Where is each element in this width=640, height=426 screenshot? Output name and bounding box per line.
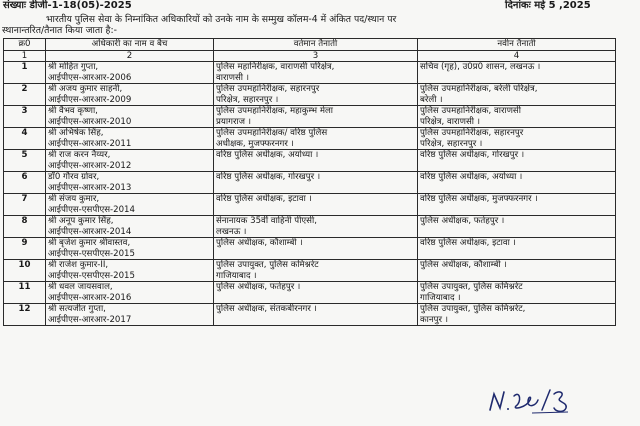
officer-cell bbox=[46, 216, 214, 238]
table-row bbox=[4, 106, 616, 128]
current-posting-cell bbox=[214, 238, 418, 260]
officer-batch: आईपीएस-आरआर-2010 bbox=[48, 116, 132, 127]
serial-number: 6 bbox=[4, 172, 46, 194]
header-officer-name: अधिकारी का नाम व बैच bbox=[46, 39, 214, 51]
current-posting-line: पुलिस उपायुक्त, पुलिस कमिश्नरेट bbox=[216, 260, 319, 270]
signature bbox=[486, 386, 576, 416]
header-current-posting: वर्तमान तैनाती bbox=[214, 39, 418, 51]
current-posting-line: प्रयागराज । bbox=[216, 116, 252, 127]
current-posting-line: वाराणसी । bbox=[216, 72, 249, 83]
column-number: 1 bbox=[4, 50, 46, 62]
new-posting-cell bbox=[418, 304, 616, 326]
new-posting-cell bbox=[418, 62, 616, 84]
current-posting-line: लखनऊ । bbox=[216, 226, 247, 237]
current-posting-cell bbox=[214, 172, 418, 194]
new-posting-line: पुलिस अधीक्षक, फतेहपुर । bbox=[420, 216, 505, 226]
officer-cell bbox=[46, 238, 214, 260]
current-posting-line: पुलिस अधीक्षक, संतकबीरनगर । bbox=[216, 304, 317, 314]
officer-cell bbox=[46, 150, 214, 172]
header-serial: क्र0 bbox=[4, 39, 46, 51]
current-posting-cell bbox=[214, 282, 418, 304]
current-posting-cell bbox=[214, 194, 418, 216]
new-posting-line: वरिष्ठ पुलिस अधीक्षक, इटावा । bbox=[420, 238, 516, 248]
new-posting-cell bbox=[418, 260, 616, 282]
new-posting-cell bbox=[418, 128, 616, 150]
intro-line-1: भारतीय पुलिस सेवा के निम्नांकित अधिकारियों को उनके नाम के सम्मुख कॉलम-4 में अंकित पद/स्थान पर bbox=[46, 14, 397, 25]
table-row bbox=[4, 62, 616, 84]
officer-batch: आईपीएस-आरआर-2014 bbox=[48, 226, 132, 237]
table-row bbox=[4, 150, 616, 172]
new-posting-cell bbox=[418, 282, 616, 304]
serial-number: 2 bbox=[4, 84, 46, 106]
current-posting-cell bbox=[214, 260, 418, 282]
new-posting-line: वरिष्ठ पुलिस अधीक्षक, मुजफ्फरनगर । bbox=[420, 194, 538, 204]
current-posting-line: सेनानायक 35वीं वाहिनी पीएसी, bbox=[216, 216, 317, 226]
current-posting-line: परिक्षेत्र, सहारनपुर । bbox=[216, 94, 279, 105]
table-row bbox=[4, 128, 616, 150]
table-row bbox=[4, 260, 616, 282]
new-posting-line: सचिव (गृह), उ0प्र0 शासन, लखनऊ । bbox=[420, 62, 541, 72]
current-posting-cell bbox=[214, 62, 418, 84]
current-posting-line: अधीक्षक, मुजफ्फरनगर । bbox=[216, 138, 294, 149]
officer-name: श्री राज करन नैय्यर, bbox=[48, 150, 111, 160]
new-posting-line: परिक्षेत्र, सहारनपुर । bbox=[420, 138, 483, 149]
officer-name: श्री अभिषेक सिंह, bbox=[48, 128, 104, 138]
officer-cell bbox=[46, 194, 214, 216]
officer-cell bbox=[46, 304, 214, 326]
serial-number: 11 bbox=[4, 282, 46, 304]
new-posting-cell bbox=[418, 172, 616, 194]
serial-number: 8 bbox=[4, 216, 46, 238]
officer-batch: आईपीएस-आरआर-2016 bbox=[48, 292, 132, 303]
officer-name: डॉ0 गौरव ग्रोवर, bbox=[48, 172, 100, 182]
serial-number: 1 bbox=[4, 62, 46, 84]
column-number: 3 bbox=[214, 50, 418, 62]
officer-batch: आईपीएस-आरआर-2013 bbox=[48, 182, 132, 193]
new-posting-line: परिक्षेत्र, वाराणसी । bbox=[420, 116, 480, 127]
reference-number: संख्याः डीजी-1-18(05)-2025 bbox=[3, 0, 132, 11]
officer-cell bbox=[46, 282, 214, 304]
new-posting-line: पुलिस अधीक्षक, कौशाम्बी । bbox=[420, 260, 507, 270]
new-posting-line: वरिष्ठ पुलिस अधीक्षक, अयोध्या । bbox=[420, 172, 523, 182]
current-posting-line: पुलिस उपमहानिरीक्षक, महाकुम्भ मेला bbox=[216, 106, 334, 116]
table-row bbox=[4, 304, 616, 326]
serial-number: 7 bbox=[4, 194, 46, 216]
officer-batch: आईपीएस-एसपीएस-2014 bbox=[48, 204, 135, 215]
officer-batch: आईपीएस-आरआर-2006 bbox=[48, 72, 132, 83]
current-posting-cell bbox=[214, 84, 418, 106]
new-posting-cell bbox=[418, 194, 616, 216]
officer-cell bbox=[46, 62, 214, 84]
current-posting-line: पुलिस महानिरीक्षक, वाराणसी परिक्षेत्र, bbox=[216, 62, 335, 72]
officer-name: श्री बृजेश कुमार श्रीवास्तव, bbox=[48, 238, 131, 248]
officer-batch: आईपीएस-एसपीएस-2015 bbox=[48, 270, 135, 281]
officer-cell bbox=[46, 84, 214, 106]
current-posting-line: गाजियाबाद । bbox=[216, 270, 257, 281]
table-row bbox=[4, 172, 616, 194]
table-row bbox=[4, 282, 616, 304]
serial-number: 5 bbox=[4, 150, 46, 172]
current-posting-line: वरिष्ठ पुलिस अधीक्षक, अयोध्या । bbox=[216, 150, 319, 160]
table-header-row bbox=[4, 39, 616, 51]
officer-name: श्री अनूप कुमार सिंह, bbox=[48, 216, 114, 226]
current-posting-line: पुलिस अधीक्षक, फतेहपुर । bbox=[216, 282, 301, 292]
column-number: 2 bbox=[46, 50, 214, 62]
table-row bbox=[4, 238, 616, 260]
serial-number: 4 bbox=[4, 128, 46, 150]
officer-cell bbox=[46, 172, 214, 194]
officer-name: श्री राजेश कुमार-II, bbox=[48, 260, 109, 270]
new-posting-cell bbox=[418, 84, 616, 106]
officer-batch: आईपीएस-एसपीएस-2015 bbox=[48, 248, 135, 259]
current-posting-cell bbox=[214, 216, 418, 238]
table-row bbox=[4, 194, 616, 216]
table-row bbox=[4, 84, 616, 106]
officer-cell bbox=[46, 260, 214, 282]
current-posting-line: पुलिस उपमहानिरीक्षक/ वरिष्ठ पुलिस bbox=[216, 128, 328, 138]
new-posting-line: पुलिस उपमहानिरीक्षक, सहारनपुर bbox=[420, 128, 524, 138]
handwritten-signature-icon bbox=[486, 386, 576, 416]
document-header bbox=[0, 0, 640, 14]
new-posting-cell bbox=[418, 150, 616, 172]
officer-name: श्री धवल जायसवाल, bbox=[48, 282, 113, 292]
serial-number: 9 bbox=[4, 238, 46, 260]
serial-number: 10 bbox=[4, 260, 46, 282]
order-date: दिनांकः मई 5 ,2025 bbox=[505, 0, 591, 11]
intro-line-2: स्थानान्तरित/तैनात किया जाता है:- bbox=[2, 25, 117, 36]
new-posting-cell bbox=[418, 106, 616, 128]
new-posting-line: कानपुर । bbox=[420, 314, 448, 325]
current-posting-cell bbox=[214, 304, 418, 326]
column-number-row bbox=[4, 50, 616, 62]
officer-name: श्री मोहित गुप्ता, bbox=[48, 62, 99, 72]
new-posting-line: पुलिस उपमहानिरीक्षक, वाराणसी bbox=[420, 106, 521, 116]
officer-batch: आईपीएस-आरआर-2012 bbox=[48, 160, 132, 171]
current-posting-line: वरिष्ठ पुलिस अधीक्षक, इटावा । bbox=[216, 194, 312, 204]
officer-batch: आईपीएस-आरआर-2017 bbox=[48, 314, 132, 325]
new-posting-line: पुलिस उपमहानिरीक्षक, बरेली परिक्षेत्र, bbox=[420, 84, 538, 94]
officer-name: श्री वैभव कृष्णा, bbox=[48, 106, 98, 116]
current-posting-cell bbox=[214, 106, 418, 128]
current-posting-cell bbox=[214, 128, 418, 150]
current-posting-line: पुलिस अधीक्षक, कौशाम्बी । bbox=[216, 238, 303, 248]
table-row bbox=[4, 216, 616, 238]
current-posting-line: पुलिस उपमहानिरीक्षक, सहारनपुर bbox=[216, 84, 320, 94]
new-posting-line: पुलिस उपायुक्त, पुलिस कमिश्नरेट, bbox=[420, 304, 526, 314]
new-posting-line: पुलिस उपायुक्त, पुलिस कमिश्नरेट bbox=[420, 282, 523, 292]
officer-cell bbox=[46, 128, 214, 150]
current-posting-cell bbox=[214, 150, 418, 172]
transfer-table bbox=[3, 38, 616, 326]
officer-cell bbox=[46, 106, 214, 128]
header-new-posting: नवीन तैनाती bbox=[418, 39, 616, 51]
new-posting-cell bbox=[418, 238, 616, 260]
officer-name: श्री अजय कुमार साहनी, bbox=[48, 84, 123, 94]
intro-paragraph bbox=[0, 14, 640, 36]
new-posting-line: वरिष्ठ पुलिस अधीक्षक, गोरखपुर । bbox=[420, 150, 525, 160]
column-number: 4 bbox=[418, 50, 616, 62]
new-posting-line: बरेली । bbox=[420, 94, 443, 105]
officer-batch: आईपीएस-आरआर-2011 bbox=[48, 138, 132, 149]
officer-batch: आईपीएस-आरआर-2009 bbox=[48, 94, 132, 105]
serial-number: 3 bbox=[4, 106, 46, 128]
current-posting-line: वरिष्ठ पुलिस अधीक्षक, गोरखपुर । bbox=[216, 172, 321, 182]
new-posting-line: गाजियाबाद । bbox=[420, 292, 461, 303]
table-body bbox=[4, 62, 616, 326]
officer-name: श्री संजय कुमार, bbox=[48, 194, 100, 204]
officer-name: श्री सत्यजीत गुप्ता, bbox=[48, 304, 106, 314]
new-posting-cell bbox=[418, 216, 616, 238]
serial-number: 12 bbox=[4, 304, 46, 326]
